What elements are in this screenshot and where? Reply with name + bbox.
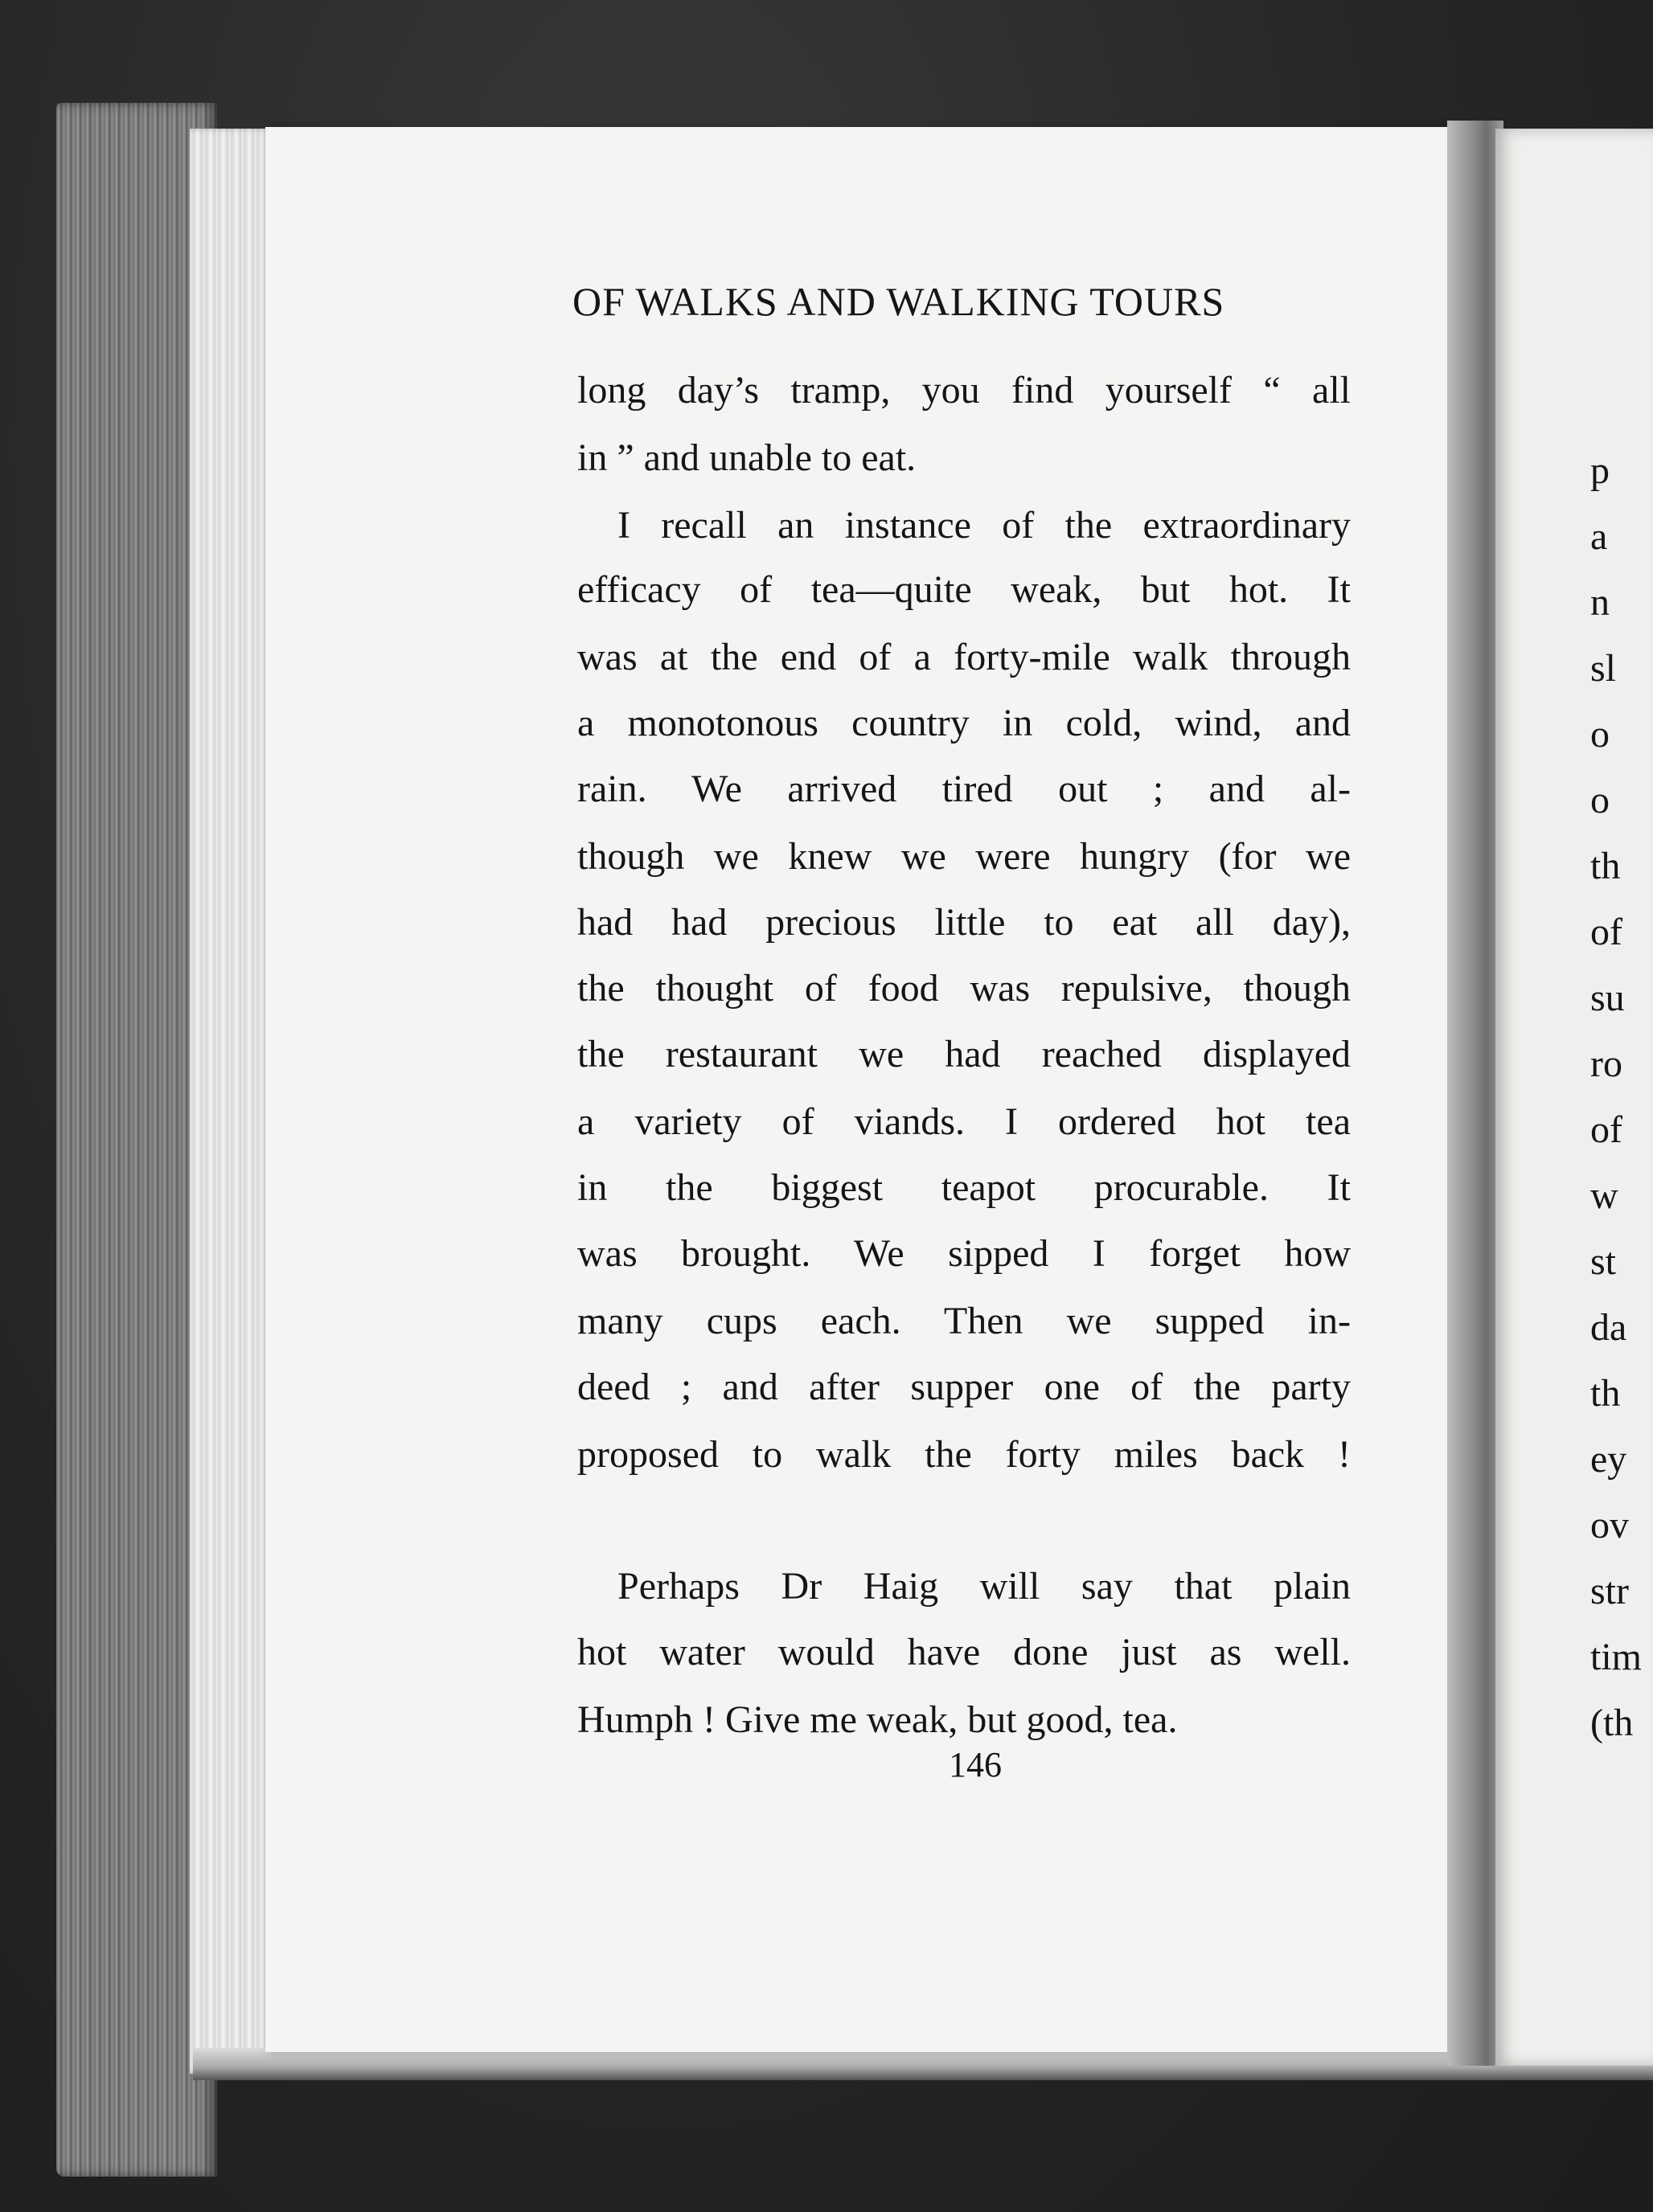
text-line: the thought of food was repulsive, though [577, 967, 1351, 1010]
right-page-fragment: n [1590, 581, 1610, 624]
running-head: OF WALKS AND WALKING TOURS [572, 279, 1225, 324]
right-page-fragment: o [1590, 779, 1610, 821]
text-line: a variety of viands. I ordered hot tea [577, 1100, 1351, 1143]
text-line: though we knew we were hungry (for we [577, 835, 1351, 878]
book-bottom-edge [193, 2048, 1653, 2080]
right-page-fragment: (th [1590, 1702, 1634, 1744]
right-page-fragment: str [1590, 1570, 1629, 1612]
right-page-fragment: ro [1590, 1043, 1622, 1085]
text-line: in the biggest teapot procurable. It [577, 1166, 1351, 1209]
text-line: rain. We arrived tired out ; and al- [577, 768, 1351, 810]
text-line: a monotonous country in cold, wind, and [577, 702, 1351, 744]
text-line: in ” and unable to eat. [577, 436, 917, 479]
right-page-fragment: th [1590, 845, 1621, 887]
right-page-fragment: o [1590, 713, 1610, 756]
right-page-fragment: sl [1590, 647, 1617, 690]
right-page-fragment: st [1590, 1240, 1617, 1283]
text-line: was brought. We sipped I forget how [577, 1232, 1351, 1275]
left-page [265, 127, 1451, 2052]
right-page-fragment: ey [1590, 1438, 1627, 1481]
page-number: 146 [949, 1745, 1002, 1784]
text-line: efficacy of tea—quite weak, but hot. It [577, 568, 1351, 611]
right-page-fragment: p [1590, 449, 1610, 492]
text-line: had had precious little to eat all day), [577, 901, 1351, 944]
right-page-fragment: tim [1590, 1636, 1643, 1678]
right-page-fragment: of [1590, 911, 1622, 953]
text-line: proposed to walk the forty miles back ! [577, 1433, 1351, 1476]
right-page-fragment: su [1590, 977, 1625, 1019]
right-page-fragment: da [1590, 1306, 1627, 1349]
right-page-fragment: th [1590, 1372, 1621, 1415]
right-page-fragment: of [1590, 1108, 1622, 1151]
text-line: the restaurant we had reached displayed [577, 1033, 1351, 1075]
text-line: deed ; and after supper one of the party [577, 1366, 1351, 1408]
right-page [1495, 129, 1653, 2066]
text-line: I recall an instance of the extraordinary [617, 504, 1351, 547]
right-page-fragment: a [1590, 515, 1608, 558]
text-line: was at the end of a forty-mile walk through [577, 636, 1351, 678]
right-page-fragment: w [1590, 1174, 1618, 1217]
right-page-fragment: ov [1590, 1504, 1629, 1546]
text-line: long day’s tramp, you find yourself “ all [577, 369, 1351, 412]
text-line: many cups each. Then we supped in- [577, 1300, 1351, 1342]
page-stack [190, 129, 270, 2074]
text-line: hot water would have done just as well. [577, 1631, 1351, 1673]
text-line: Humph ! Give me weak, but good, tea. [577, 1698, 1178, 1741]
text-line: Perhaps Dr Haig will say that plain [617, 1565, 1351, 1608]
